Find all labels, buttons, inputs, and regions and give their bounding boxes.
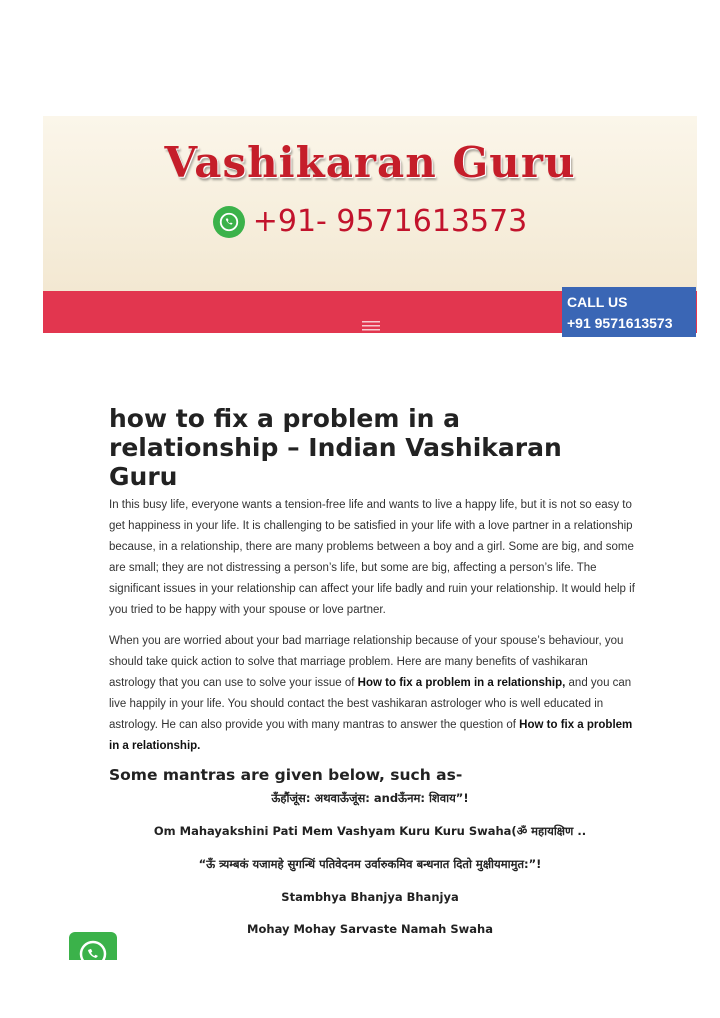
paragraph-bold-text: How to fix a problem in a relationship, [357,677,566,689]
brand-title: Vashikaran Guru [164,138,576,187]
page-title: how to fix a problem in a relationship – Indian Vashikaran Guru [109,404,562,491]
mantra-item: Stambhya Bhanjya Bhanjya [281,890,459,904]
header-banner [43,116,697,291]
mantras-heading: Some mantras are given below, such as- [109,766,463,784]
mantra-item: ऊँहौंजूंस: अथवाऊँजूंस: andऊँनम: शिवाय”! [271,791,469,805]
call-us-button[interactable] [562,287,696,337]
mantra-item: Mohay Mohay Sarvaste Namah Swaha [247,922,493,936]
paragraph-text: and you can live happily in your life. You should contact the best vashikaran astrologer who is well educated in astrology. He can also provide you with many mantras to answer the question of [109,677,632,731]
mantra-item: Om Mahayakshini Pati Mem Vashyam Kuru Kuru Swaha(ॐ महायक्षिण .. [153,824,587,838]
paragraph-bold-text: How to fix a problem in a relationship. [109,719,633,752]
hamburger-menu-icon[interactable] [362,321,380,332]
article-paragraph-2 [109,631,637,757]
article-paragraph-1: In this busy life, everyone wants a tension-free life and wants to live a happy life, but it is not so easy to get happiness in your life. It is challenging to be satisfied in your life with a love partner in a relationship because, in a relationship, there are many problems between a boy and a girl. Some are big, and some are small; they are not distressing a person’s life, but some are big, affecting a person’s life. The significant issues in your relationship can affect your life badly and ruin your relationship. It would help if you tried to be happy with your spouse or love partner. [109,499,635,616]
header-phone[interactable] [43,204,697,239]
mantra-item: “ऊँ त्र्यम्बकं यजामहे सुगन्धिं पतिवेदनम उर्वारुकमिव बन्धनात दितो मुक्षीयमामुत:”! [198,857,542,871]
call-us-label: CALL US [567,294,628,310]
call-us-number[interactable]: +91 9571613573 [567,315,673,331]
whatsapp-icon[interactable] [69,932,117,960]
header-phone-number[interactable]: +91- 9571613573 [252,204,528,239]
whatsapp-icon[interactable] [213,206,245,238]
whatsapp-float-button[interactable] [69,932,117,960]
article-content [109,404,637,936]
paragraph-text: When you are worried about your bad marriage relationship because of your spouse’s behaviour, you should take quick action to solve that marriage problem. Here are many benefits of vashikaran astrology that you can use to solve your issue of [109,635,624,689]
